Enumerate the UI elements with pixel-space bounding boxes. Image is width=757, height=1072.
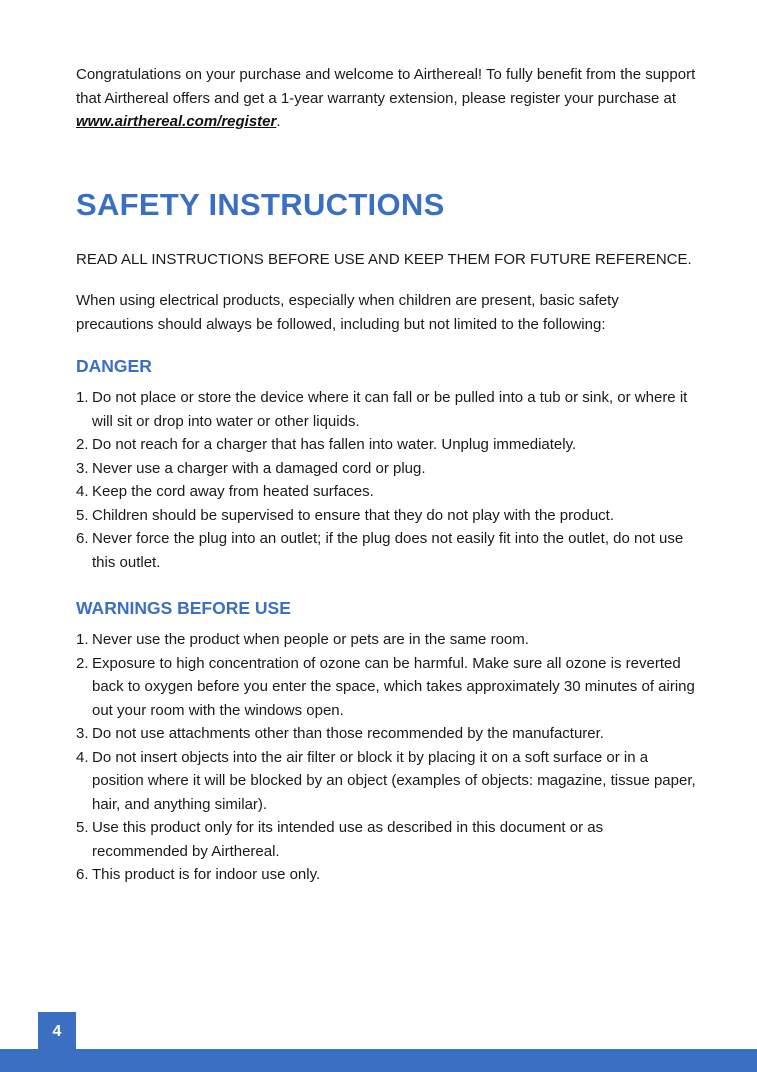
item-text: Keep the cord away from heated surfaces. [92, 483, 374, 500]
list-item [76, 433, 696, 457]
item-number: 1. [76, 631, 89, 648]
item-text: Do not use attachments other than those recommended by the manufacturer. [92, 725, 604, 742]
item-number: 3. [76, 459, 89, 477]
list-item [76, 527, 696, 574]
list-item [76, 457, 696, 481]
warnings-list [76, 628, 696, 887]
item-text: Never force the plug into an outlet; if the plug does not easily fit into the outlet, do not use this outlet. [92, 530, 684, 571]
item-text: Never use a charger with a damaged cord or plug. [92, 459, 426, 477]
item-number: 5. [76, 819, 89, 836]
intro-period: . [276, 113, 281, 130]
list-item [76, 863, 696, 887]
item-text: Do not place or store the device where it can fall or be pulled into a tub or sink, or where it will sit or drop into water or other liquids. [92, 389, 688, 430]
register-link[interactable]: www.airthereal.com/register [76, 113, 277, 130]
page-number-tab [38, 1012, 76, 1052]
page-title: SAFETY INSTRUCTIONS [76, 186, 445, 222]
item-number: 4. [76, 748, 89, 766]
list-item [76, 746, 696, 817]
warnings-heading: WARNINGS BEFORE USE [76, 598, 291, 618]
item-text: Children should be supervised to ensure that they do not play with the product. [92, 506, 614, 524]
list-item [76, 504, 696, 528]
page-number: 4 [52, 1023, 62, 1040]
intro-paragraph [76, 63, 696, 134]
footer-bar [0, 1049, 757, 1072]
danger-list [76, 386, 696, 574]
item-number: 6. [76, 530, 89, 547]
item-text: Exposure to high concentration of ozone can be harmful. Make sure all ozone is reverted back to oxygen before you enter the space, which takes approximately 30 minutes of airing out your room with the windows open. [92, 654, 695, 719]
item-text: Use this product only for its intended use as described in this document or as recommended by Airthereal. [92, 819, 604, 860]
list-item [76, 386, 696, 433]
intro-text: Congratulations on your purchase and welcome to Airthereal! To fully benefit from the support that Airthereal offers and get a 1-year warranty extension, please register your purchase at [76, 66, 696, 107]
item-text: This product is for indoor use only. [92, 866, 321, 883]
list-item [76, 480, 696, 504]
danger-heading: DANGER [76, 356, 152, 376]
item-number: 5. [76, 506, 89, 524]
list-item [76, 816, 696, 863]
item-number: 2. [76, 436, 89, 453]
list-item [76, 652, 696, 723]
item-number: 1. [76, 389, 89, 406]
item-number: 6. [76, 866, 89, 883]
read-all-notice: READ ALL INSTRUCTIONS BEFORE USE AND KEEP THEM FOR FUTURE REFERENCE. [76, 250, 692, 268]
item-number: 3. [76, 725, 89, 742]
item-number: 4. [76, 483, 89, 500]
safety-precautions-paragraph: When using electrical products, especially when children are present, basic safety precautions should always be followed, including but not limited to the following: [76, 292, 619, 333]
list-item [76, 722, 696, 746]
item-number: 2. [76, 654, 89, 672]
item-text: Do not insert objects into the air filter or block it by placing it on a soft surface or in a position where it will be blocked by an object (examples of objects: magazine, tissue paper, hair, and anything similar). [92, 748, 696, 813]
page-content [76, 63, 696, 887]
item-text: Do not reach for a charger that has fallen into water. Unplug immediately. [92, 436, 577, 453]
item-text: Never use the product when people or pets are in the same room. [92, 631, 529, 648]
list-item [76, 628, 696, 652]
